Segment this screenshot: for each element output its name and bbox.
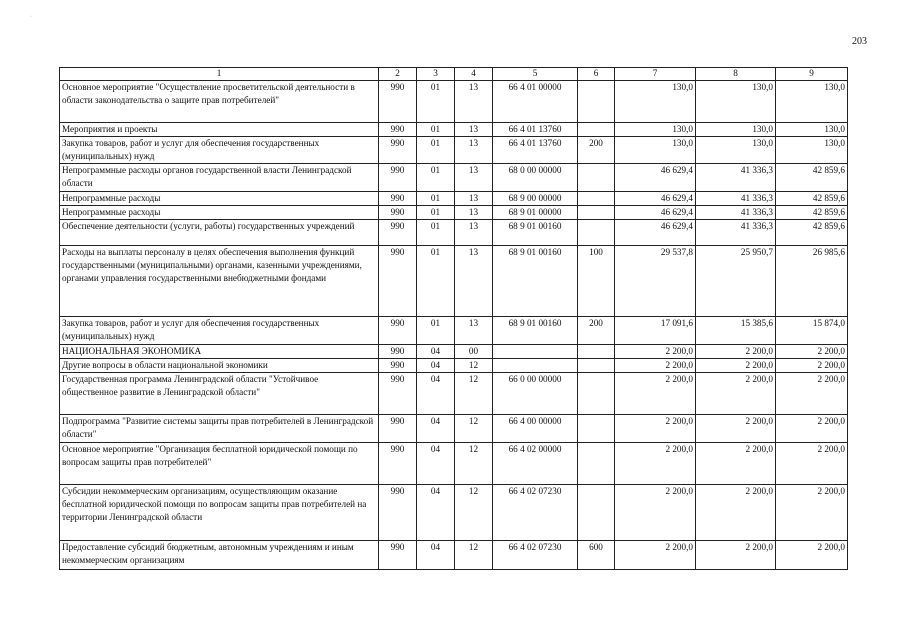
admin-code-cell: 990 [379, 443, 417, 485]
expense-type-cell [578, 345, 615, 359]
target-article-cell: 66 4 02 07230 [493, 541, 578, 570]
amount-year2-cell: 2 200,0 [696, 485, 776, 541]
amount-year3-cell: 2 200,0 [776, 373, 848, 415]
amount-year2-cell: 130,0 [696, 123, 776, 137]
amount-year1-cell: 46 629,4 [615, 164, 696, 192]
subsection-cell: 13 [455, 137, 493, 164]
section-cell: 01 [417, 246, 455, 317]
target-article-cell: 66 4 00 00000 [493, 415, 578, 443]
column-header-9: 9 [776, 68, 848, 81]
expense-type-cell [578, 164, 615, 192]
section-cell: 04 [417, 541, 455, 570]
amount-year1-cell: 2 200,0 [615, 359, 696, 373]
target-article-cell: 66 4 01 13760 [493, 123, 578, 137]
subsection-cell: 12 [455, 541, 493, 570]
column-header-5: 5 [493, 68, 578, 81]
target-article-cell: 68 9 01 00160 [493, 220, 578, 246]
amount-year1-cell: 46 629,4 [615, 206, 696, 220]
amount-year2-cell: 2 200,0 [696, 443, 776, 485]
subsection-cell: 13 [455, 192, 493, 206]
subsection-cell: 13 [455, 206, 493, 220]
expense-type-cell: 200 [578, 137, 615, 164]
amount-year3-cell: 2 200,0 [776, 541, 848, 570]
column-header-8: 8 [696, 68, 776, 81]
admin-code-cell: 990 [379, 359, 417, 373]
section-cell: 04 [417, 345, 455, 359]
subsection-cell: 13 [455, 220, 493, 246]
amount-year2-cell: 2 200,0 [696, 415, 776, 443]
expense-type-cell [578, 123, 615, 137]
amount-year3-cell: 15 874,0 [776, 317, 848, 345]
table-row [60, 81, 848, 123]
subsection-cell: 12 [455, 359, 493, 373]
expense-type-cell [578, 220, 615, 246]
amount-year1-cell: 2 200,0 [615, 373, 696, 415]
section-cell: 04 [417, 443, 455, 485]
table-row [60, 123, 848, 137]
target-article-cell [493, 345, 578, 359]
table-body [60, 81, 848, 570]
amount-year1-cell: 2 200,0 [615, 345, 696, 359]
column-header-4: 4 [455, 68, 493, 81]
amount-year2-cell: 41 336,3 [696, 192, 776, 206]
amount-year1-cell: 17 091,6 [615, 317, 696, 345]
section-cell: 01 [417, 81, 455, 123]
section-cell: 04 [417, 485, 455, 541]
amount-year3-cell: 42 859,6 [776, 206, 848, 220]
column-header-7: 7 [615, 68, 696, 81]
amount-year3-cell: 130,0 [776, 137, 848, 164]
amount-year2-cell: 130,0 [696, 137, 776, 164]
subsection-cell: 12 [455, 415, 493, 443]
table-row [60, 415, 848, 443]
amount-year3-cell: 2 200,0 [776, 359, 848, 373]
section-cell: 01 [417, 164, 455, 192]
target-article-cell: 66 4 01 13760 [493, 137, 578, 164]
subsection-cell: 12 [455, 443, 493, 485]
table-row [60, 359, 848, 373]
expense-type-cell [578, 81, 615, 123]
expense-type-cell [578, 373, 615, 415]
amount-year1-cell: 2 200,0 [615, 541, 696, 570]
expense-type-cell [578, 485, 615, 541]
amount-year2-cell: 41 336,3 [696, 164, 776, 192]
admin-code-cell: 990 [379, 485, 417, 541]
section-cell: 01 [417, 137, 455, 164]
row-name-cell: Непрограммные расходы [60, 206, 379, 220]
subsection-cell: 13 [455, 164, 493, 192]
amount-year2-cell: 25 950,7 [696, 246, 776, 317]
table-row [60, 137, 848, 164]
amount-year1-cell: 29 537,8 [615, 246, 696, 317]
amount-year3-cell: 2 200,0 [776, 415, 848, 443]
subsection-cell: 13 [455, 317, 493, 345]
target-article-cell: 68 0 00 00000 [493, 164, 578, 192]
amount-year2-cell: 2 200,0 [696, 373, 776, 415]
row-name-cell: Основное мероприятие "Организация бесплатной юридической помощи по вопросам защиты прав потребителей" [60, 443, 379, 485]
target-article-cell: 66 4 02 00000 [493, 443, 578, 485]
admin-code-cell: 990 [379, 192, 417, 206]
table-row [60, 485, 848, 541]
amount-year3-cell: 2 200,0 [776, 443, 848, 485]
table-row [60, 541, 848, 570]
amount-year3-cell: 26 985,6 [776, 246, 848, 317]
row-name-cell: НАЦИОНАЛЬНАЯ ЭКОНОМИКА [60, 345, 379, 359]
target-article-cell: 68 9 01 00160 [493, 317, 578, 345]
expense-type-cell [578, 206, 615, 220]
admin-code-cell: 990 [379, 123, 417, 137]
table-row [60, 206, 848, 220]
expense-type-cell [578, 359, 615, 373]
expense-type-cell: 600 [578, 541, 615, 570]
column-header-2: 2 [379, 68, 417, 81]
amount-year2-cell: 41 336,3 [696, 220, 776, 246]
amount-year2-cell: 15 385,6 [696, 317, 776, 345]
amount-year2-cell: 41 336,3 [696, 206, 776, 220]
admin-code-cell: 990 [379, 415, 417, 443]
expense-type-cell [578, 192, 615, 206]
amount-year1-cell: 130,0 [615, 137, 696, 164]
admin-code-cell: 990 [379, 206, 417, 220]
table-row [60, 246, 848, 317]
subsection-cell: 12 [455, 373, 493, 415]
table-row [60, 443, 848, 485]
admin-code-cell: 990 [379, 317, 417, 345]
subsection-cell: 13 [455, 246, 493, 317]
section-cell: 01 [417, 317, 455, 345]
target-article-cell: 68 9 01 00000 [493, 206, 578, 220]
amount-year2-cell: 2 200,0 [696, 345, 776, 359]
admin-code-cell: 990 [379, 246, 417, 317]
scan-speck: · [30, 14, 32, 20]
target-article-cell [493, 359, 578, 373]
amount-year2-cell: 130,0 [696, 81, 776, 123]
amount-year3-cell: 2 200,0 [776, 485, 848, 541]
table-row [60, 317, 848, 345]
table-header-row [60, 68, 848, 81]
target-article-cell: 66 0 00 00000 [493, 373, 578, 415]
amount-year1-cell: 46 629,4 [615, 192, 696, 206]
amount-year1-cell: 46 629,4 [615, 220, 696, 246]
admin-code-cell: 990 [379, 137, 417, 164]
amount-year3-cell: 2 200,0 [776, 345, 848, 359]
row-name-cell: Подпрограмма "Развитие системы защиты прав потребителей в Ленинградской области" [60, 415, 379, 443]
amount-year1-cell: 2 200,0 [615, 415, 696, 443]
row-name-cell: Другие вопросы в области национальной экономики [60, 359, 379, 373]
column-header-1: 1 [60, 68, 379, 81]
section-cell: 01 [417, 123, 455, 137]
expense-type-cell: 200 [578, 317, 615, 345]
target-article-cell: 66 4 01 00000 [493, 81, 578, 123]
budget-table [59, 67, 848, 570]
table-row [60, 220, 848, 246]
amount-year2-cell: 2 200,0 [696, 359, 776, 373]
row-name-cell: Закупка товаров, работ и услуг для обеспечения государственных (муниципальных) нужд [60, 137, 379, 164]
row-name-cell: Государственная программа Ленинградской области "Устойчивое общественное развитие в Ленинградской области" [60, 373, 379, 415]
table-row [60, 192, 848, 206]
amount-year3-cell: 130,0 [776, 123, 848, 137]
expense-type-cell [578, 415, 615, 443]
amount-year3-cell: 42 859,6 [776, 220, 848, 246]
section-cell: 04 [417, 359, 455, 373]
admin-code-cell: 990 [379, 541, 417, 570]
row-name-cell: Непрограммные расходы [60, 192, 379, 206]
amount-year3-cell: 42 859,6 [776, 192, 848, 206]
amount-year1-cell: 130,0 [615, 81, 696, 123]
admin-code-cell: 990 [379, 164, 417, 192]
table-row [60, 373, 848, 415]
amount-year3-cell: 42 859,6 [776, 164, 848, 192]
amount-year1-cell: 2 200,0 [615, 443, 696, 485]
page-number: 203 [852, 36, 867, 47]
row-name-cell: Непрограммные расходы органов государственной власти Ленинградской области [60, 164, 379, 192]
section-cell: 01 [417, 220, 455, 246]
row-name-cell: Расходы на выплаты персоналу в целях обеспечения выполнения функций государственными (муниципальными) органами, казенными учреждениями, органами управления государственными внебюджетными фондами [60, 246, 379, 317]
target-article-cell: 68 9 01 00160 [493, 246, 578, 317]
column-header-6: 6 [578, 68, 615, 81]
target-article-cell: 66 4 02 07230 [493, 485, 578, 541]
admin-code-cell: 990 [379, 81, 417, 123]
section-cell: 01 [417, 192, 455, 206]
section-cell: 04 [417, 415, 455, 443]
subsection-cell: 12 [455, 485, 493, 541]
row-name-cell: Мероприятия и проекты [60, 123, 379, 137]
section-cell: 01 [417, 206, 455, 220]
section-cell: 04 [417, 373, 455, 415]
target-article-cell: 68 9 00 00000 [493, 192, 578, 206]
expense-type-cell: 100 [578, 246, 615, 317]
row-name-cell: Основное мероприятие "Осуществление просветительской деятельности в области законодательства о защите прав потребителей" [60, 81, 379, 123]
table-row [60, 164, 848, 192]
admin-code-cell: 990 [379, 220, 417, 246]
row-name-cell: Субсидии некоммерческим организациям, осуществляющим оказание бесплатной юридической помощи по вопросам защиты прав потребителей на территории Ленинградской области [60, 485, 379, 541]
amount-year1-cell: 2 200,0 [615, 485, 696, 541]
subsection-cell: 00 [455, 345, 493, 359]
amount-year1-cell: 130,0 [615, 123, 696, 137]
expense-type-cell [578, 443, 615, 485]
row-name-cell: Обеспечение деятельности (услуги, работы) государственных учреждений [60, 220, 379, 246]
subsection-cell: 13 [455, 81, 493, 123]
row-name-cell: Предоставление субсидий бюджетным, автономным учреждениям и иным некоммерческим организациям [60, 541, 379, 570]
column-header-3: 3 [417, 68, 455, 81]
admin-code-cell: 990 [379, 373, 417, 415]
subsection-cell: 13 [455, 123, 493, 137]
admin-code-cell: 990 [379, 345, 417, 359]
table-row [60, 345, 848, 359]
row-name-cell: Закупка товаров, работ и услуг для обеспечения государственных (муниципальных) нужд [60, 317, 379, 345]
amount-year2-cell: 2 200,0 [696, 541, 776, 570]
amount-year3-cell: 130,0 [776, 81, 848, 123]
